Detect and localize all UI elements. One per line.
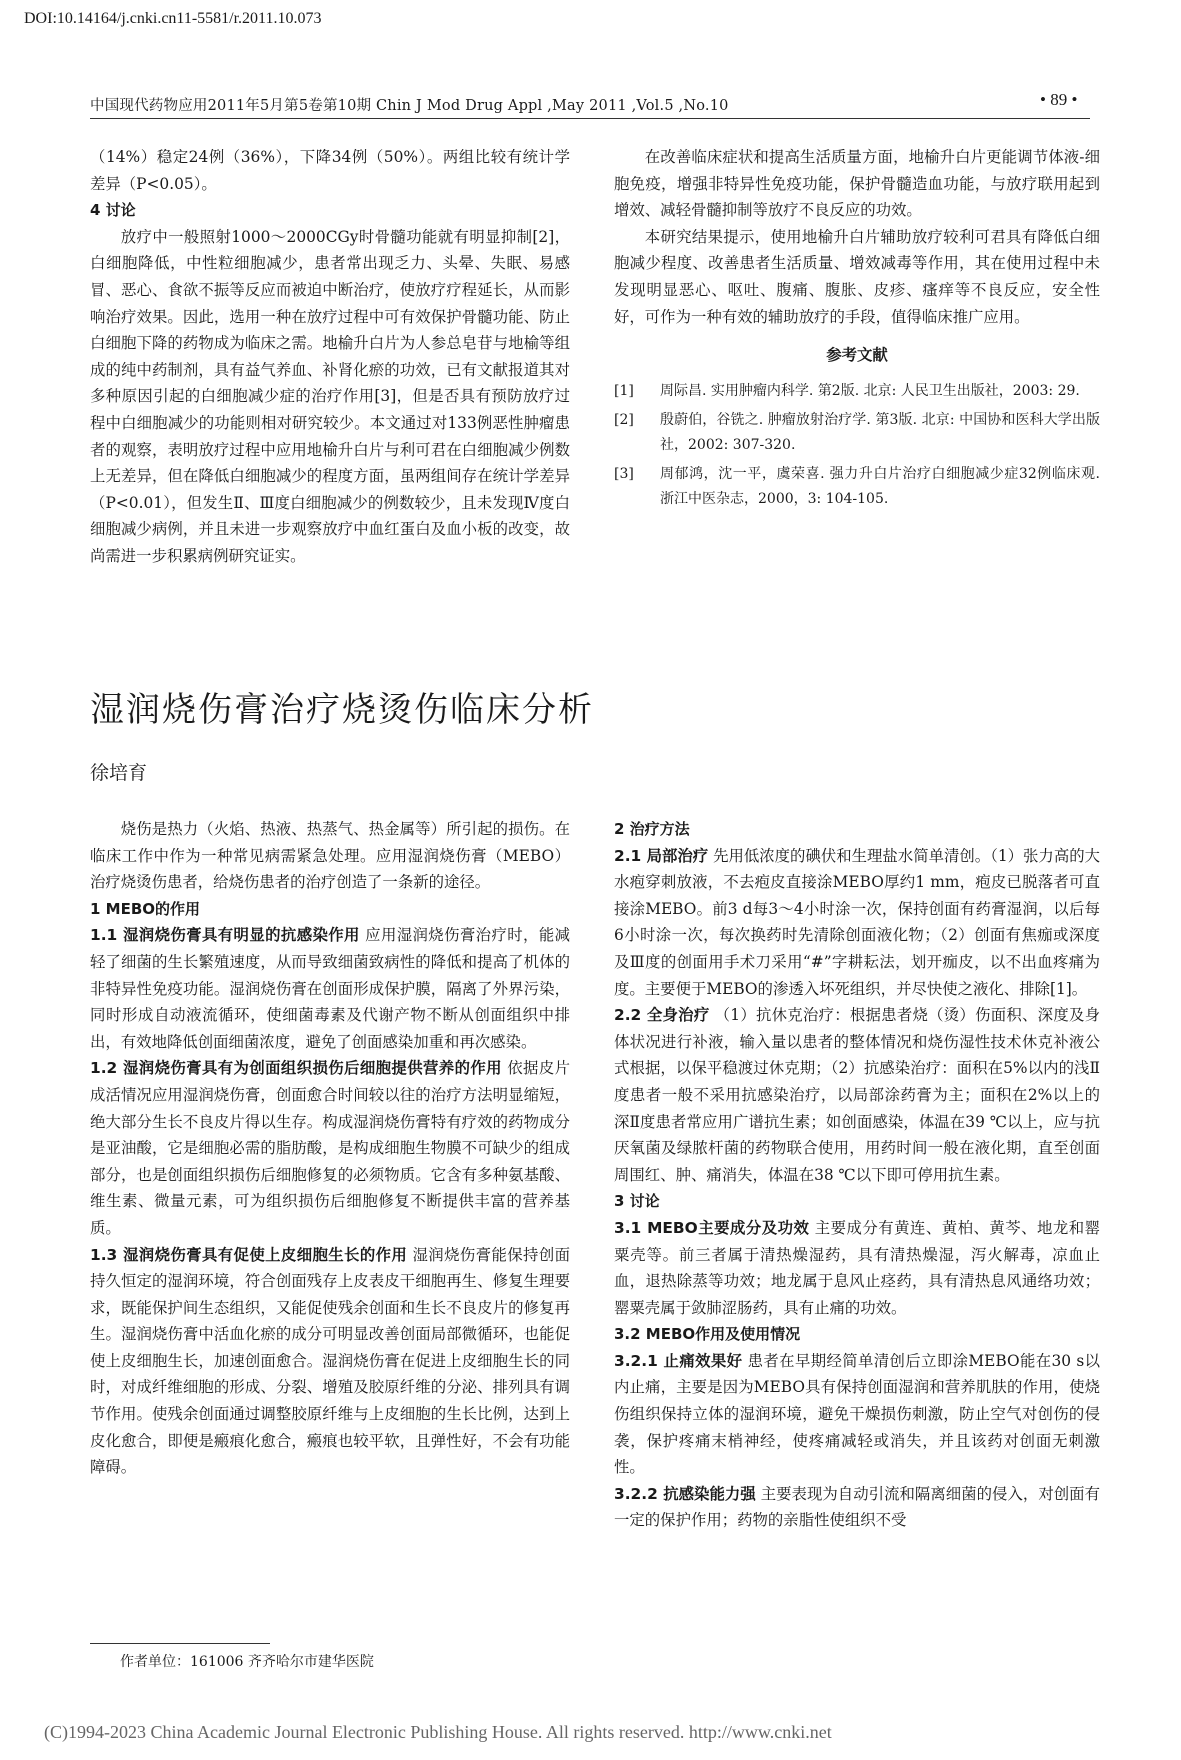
paragraph: 烧伤是热力（火焰、热液、热蒸气、热金属等）所引起的损伤。在临床工作中作为一种常见病需紧急处理。应用湿润烧伤膏（MEBO）治疗烧烫伤患者，给烧伤患者的治疗创造了一条新的途径。	[90, 820, 570, 892]
author-name: 徐培育	[90, 762, 148, 784]
paragraph: （14%）稳定24例（36%），下降34例（50%）。两组比较有统计学差异（P<0.05）。	[90, 148, 570, 193]
article-right-column	[614, 816, 1100, 1534]
subsection-paragraph	[90, 1242, 570, 1481]
paragraph: 本研究结果提示，使用地榆升白片辅助放疗较利可君具有降低白细胞减少程度、改善患者生活质量、增效减毒等作用，其在使用过程中未发现明显恶心、呕吐、腹痛、腹胀、皮疹、瘙痒等不良反应，安全性好，可作为一种有效的辅助放疗的手段，值得临床推广应用。	[614, 227, 1100, 326]
author-affiliation-footnote: 作者单位：161006 齐齐哈尔市建华医院	[120, 1654, 374, 1670]
subsection-heading: 3.2.1 止痛效果好	[614, 1351, 743, 1370]
reference-number: [3]	[614, 465, 634, 482]
reference-text: 殷蔚伯，谷铣之. 肿瘤放射治疗学. 第3版. 北京: 中国协和医科大学出版社，2002: 307-320.	[660, 411, 1100, 453]
header-rule	[90, 118, 1090, 119]
section-heading: 2 治疗方法	[614, 820, 690, 838]
reference-item	[614, 462, 1100, 512]
reference-text: 周郁鸿，沈一平，虞荣喜. 强力升白片治疗白细胞减少症32例临床观. 浙江中医杂志，2000，3: 104-105.	[660, 465, 1100, 507]
copyright-line: (C)1994-2023 China Academic Journal Electronic Publishing House. All rights reserved. http://www.cnki.net	[44, 1722, 832, 1742]
reference-item	[614, 408, 1100, 458]
subsection-text: 患者在早期经简单清创后立即涂MEBO能在30 s以内止痛，主要是因为MEBO具有保持创面湿润和营养肌肤的作用，使烧伤组织保持立体的湿润环境，避免干燥损伤刺激，防止空气对创伤的侵袭，保护疼痛末梢神经，使疼痛减轻或消失，并且该药对创面无刺激性。	[614, 1351, 1100, 1477]
doi-line: DOI:10.14164/j.cnki.cn11-5581/r.2011.10.073	[24, 10, 322, 27]
subsection-text: 依据皮片成活情况应用湿润烧伤膏，创面愈合时间较以往的治疗方法明显缩短，绝大部分生长不良皮片得以生存。构成湿润烧伤膏特有疗效的药物成分是亚油酸，它是细胞必需的脂肪酸，是构成细胞生物膜不可缺少的组成部分，也是创面组织损伤后细胞修复的必须物质。它含有多种氨基酸、维生素、微量元素，可为组织损伤后细胞修复不断提供丰富的营养基质。	[90, 1059, 570, 1237]
running-head: 中国现代药物应用2011年5月第5卷第10期 Chin J Mod Drug Appl ,May 2011 ,Vol.5 ,No.10	[90, 98, 729, 114]
subsection-text: 主要成分有黄连、黄柏、黄芩、地龙和罂粟壳等。前三者属于清热燥湿药，具有清热燥湿，泻火解毒，凉血止血，退热除蒸等功效；地龙属于息风止痉药，具有清热息风通络功效；罂粟壳属于敛肺涩肠药，具有止痛的功效。	[614, 1218, 1100, 1317]
section-heading-discussion: 4 讨论	[90, 201, 136, 220]
subsection-heading: 1.1 湿润烧伤膏具有明显的抗感染作用	[90, 926, 360, 945]
references-title: 参考文献	[826, 346, 888, 365]
subsection-text: （1）抗休克治疗：根据患者烧（烫）伤面积、深度及身体状况进行补液，输入量以患者的整体情况和烧伤湿性技术休克补液公式根据，以保平稳渡过休克期；（2）抗感染治疗：面积在5%以内的浅Ⅱ度患者一般不采用抗感染治疗，以局部涂药膏为主；面积在2%以上的深Ⅱ度患者常应用广谱抗生素；如创面感染，体温在39 ℃以上，应与抗厌氧菌及绿脓杆菌的药物联合使用，用药时间一般在液化期，直至创面周围红、肿、痛消失，体温在38 ℃以下即可停用抗生素。	[614, 1006, 1101, 1184]
section-heading: 3.2 MEBO作用及使用情况	[614, 1325, 801, 1344]
subsection-paragraph	[614, 1481, 1100, 1534]
subsection-heading: 3.2.2 抗感染能力强	[614, 1484, 756, 1503]
subsection-text: 主要表现为自动引流和隔离细菌的侵入，对创面有一定的保护作用；药物的亲脂性使组织不受	[614, 1484, 1100, 1530]
section-heading: 3 讨论	[614, 1192, 660, 1211]
prev-article-left-column	[90, 144, 570, 570]
paragraph: 在改善临床症状和提高生活质量方面，地榆升白片更能调节体液-细胞免疫，增强非特异性免疫功能，保护骨髓造血功能，与放疗联用起到增效、减轻骨髓抑制等放疗不良反应的功效。	[614, 148, 1100, 220]
reference-number: [1]	[614, 382, 634, 399]
subsection-text: 应用湿润烧伤膏治疗时，能减轻了细菌的生长繁殖速度，从而导致细菌致病性的降低和提高了机体的非特异性免疫功能。湿润烧伤膏在创面形成保护膜，隔离了外界污染，同时形成自动液流循环，使细菌毒素及代谢产物不断从创面组织中排出，有效地降低创面细菌浓度，避免了创面感染加重和再次感染。	[90, 926, 570, 1051]
reference-item	[614, 379, 1100, 404]
subsection-heading: 1.2 湿润烧伤膏具有为创面组织损伤后细胞提供营养的作用	[90, 1059, 502, 1078]
footnote-rule	[90, 1643, 270, 1644]
subsection-paragraph	[614, 843, 1100, 1003]
prev-article-right-column	[614, 144, 1100, 516]
subsection-text: 先用低浓度的碘伏和生理盐水简单清创。（1）张力高的大水疱穿刺放液，不去疱皮直接涂MEBO厚约1 mm，疱皮已脱落者可直接涂MEBO。前3 d每3～4小时涂一次，保持创面有药膏湿润，以后每6小时涂一次，每次换药时先清除创面液化物；（2）创面有焦痂或深度及Ⅲ度的创面用手术刀采用“#”字耕耘法，划开痂皮，以不出血疼痛为度。主要便于MEBO的渗透入坏死组织，并尽快使之液化、排除[1]。	[614, 846, 1100, 998]
subsection-heading: 2.1 局部治疗	[614, 846, 709, 865]
page-number: • 89 •	[1040, 90, 1078, 109]
reference-list	[614, 379, 1100, 512]
subsection-text: 湿润烧伤膏能保持创面持久恒定的湿润环境，符合创面残存上皮表皮干细胞再生、修复生理要求，既能保护间生态组织，又能促使残余创面和生长不良皮片的修复再生。湿润烧伤膏中活血化瘀的成分可明显改善创面局部微循环，也能促使上皮细胞生长，加速创面愈合。湿润烧伤膏在促进上皮细胞生长的同时，对成纤维细胞的形成、分裂、增殖及胶原纤维的分泌、排列具有调节作用。使残余创面通过调整胶原纤维与上皮细胞的生长比例，达到上皮化愈合，即便是瘢痕化愈合，瘢痕也较平软，且弹性好，不会有功能障碍。	[90, 1245, 570, 1477]
subsection-heading: 3.1 MEBO主要成分及功效	[614, 1218, 810, 1237]
paragraph: 放疗中一般照射1000～2000CGy时骨髓功能就有明显抑制[2]，白细胞降低，中性粒细胞减少，患者常出现乏力、头晕、失眠、易感冒、恶心、食欲不振等反应而被迫中断治疗，使放疗疗程延长，从而影响治疗效果。因此，选用一种在放疗过程中可有效保护骨髓功能、防止白细胞下降的药物成为临床之需。地榆升白片为人参总皂苷与地榆等组成的纯中药制剂，具有益气养血、补肾化瘀的功效，已有文献报道其对多种原因引起的白细胞减少症的治疗作用[3]，但是否具有预防放疗过程中白细胞减少的功能则相对研究较少。本文通过对133例恶性肿瘤患者的观察，表明放疗过程中应用地榆升白片与利可君在白细胞减少例数上无差异，但在降低白细胞减少的程度方面，虽两组间存在统计学差异（P<0.01），但发生Ⅱ、Ⅲ度白细胞减少的例数较少，且未发现Ⅳ度白细胞减少病例，并且未进一步观察放疗中血红蛋白及血小板的改变，故尚需进一步积累病例研究证实。	[90, 227, 570, 565]
article-title: 湿润烧伤膏治疗烧烫伤临床分析	[90, 690, 594, 730]
reference-number: [2]	[614, 411, 634, 428]
reference-text: 周际昌. 实用肿瘤内科学. 第2版. 北京: 人民卫生出版社，2003: 29.	[660, 382, 1080, 399]
section-heading: 1 MEBO的作用	[90, 899, 201, 918]
subsection-paragraph	[90, 922, 570, 1055]
subsection-paragraph	[614, 1215, 1100, 1321]
article-left-column	[90, 816, 570, 1481]
subsection-heading: 2.2 全身治疗	[614, 1006, 710, 1025]
subsection-paragraph	[614, 1002, 1100, 1188]
subsection-paragraph	[90, 1055, 570, 1241]
subsection-paragraph	[614, 1348, 1100, 1481]
subsection-heading: 1.3 湿润烧伤膏具有促使上皮细胞生长的作用	[90, 1245, 408, 1264]
